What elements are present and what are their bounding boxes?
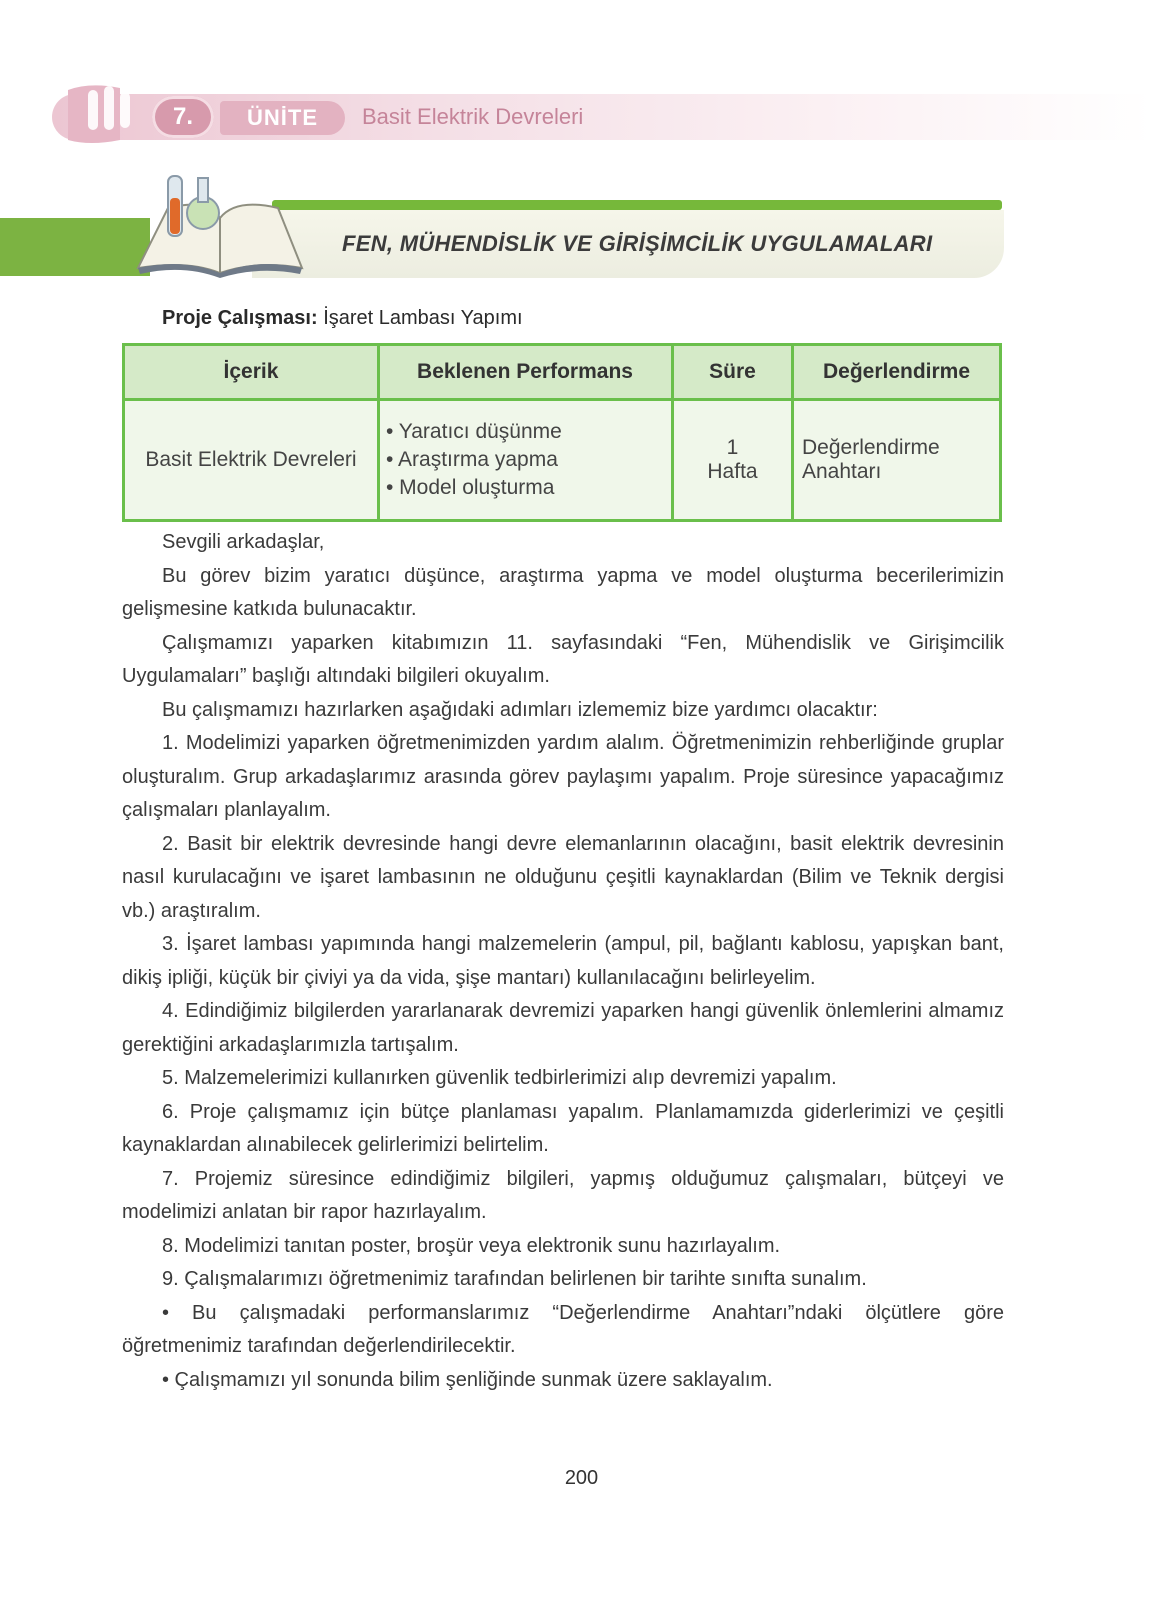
unit-label: ÜNİTE	[220, 101, 345, 135]
paragraph: • Çalışmamızı yıl sonunda bilim şenliğinde sunmak üzere saklayalım.	[162, 1368, 773, 1391]
project-label: Proje Çalışması:	[162, 307, 318, 329]
project-line	[162, 307, 523, 330]
open-book-icon	[128, 168, 308, 278]
header-evaluation: Değerlendirme	[793, 345, 1001, 400]
cell-evaluation	[793, 400, 1001, 521]
section-green-line	[272, 200, 1002, 210]
page-number: 200	[564, 1467, 599, 1489]
paragraph: • Bu çalışmadaki performanslarımız “Değerlendirme Anahtarı”ndaki ölçütlere göre öğretmenimiz tarafından değerlendirilecektir.	[122, 1301, 1004, 1357]
paragraph: 6. Proje çalışmamız için bütçe planlaması yapalım. Planlamamızda giderlerimizi ve çeşitli kaynaklardan alınabilecek gelirlerimizi belirtelim.	[122, 1100, 1004, 1156]
paragraph: Çalışmamızı yaparken kitabımızın 11. sayfasındaki “Fen, Mühendislik ve Girişimcilik Uygulamaları” başlığı altındaki bilgileri okuyalım.	[122, 631, 1004, 687]
body-text	[122, 526, 1004, 1397]
evaluation-line-1: Değerlendirme	[802, 436, 940, 459]
paragraph: 7. Projemiz süresince edindiğimiz bilgileri, yapmış olduğumuz çalışmaları, bütçeyi ve modelimizi anlatan bir rapor hazırlayalım.	[122, 1167, 1004, 1223]
test-tubes-icon	[60, 80, 150, 150]
unit-title: Basit Elektrik Devreleri	[362, 104, 584, 129]
cell-performance	[379, 400, 673, 521]
duration-unit: Hafta	[707, 460, 758, 483]
project-name: İşaret Lambası Yapımı	[323, 307, 523, 329]
project-plan-table	[122, 343, 1002, 522]
paragraph: Bu çalışmamızı hazırlarken aşağıdaki adımları izlememiz bize yardımcı olacaktır:	[162, 698, 878, 721]
paragraph: 2. Basit bir elektrik devresinde hangi devre elemanlarının olacağını, basit elektrik devresinin nasıl kurulacağını ve işaret lambasının ne olduğunu çeşitli kaynaklardan (Bilim ve Teknik dergisi vb.) araştıralım.	[122, 832, 1004, 922]
evaluation-line-2: Anahtarı	[802, 460, 882, 483]
performance-item: • Yaratıcı düşünme	[386, 420, 562, 443]
table-header-row	[124, 345, 1001, 400]
paragraph: Sevgili arkadaşlar,	[162, 531, 325, 553]
paragraph: 1. Modelimizi yaparken öğretmenimizden yardım alalım. Öğretmenimizin rehberliğinde gruplar oluşturalım. Grup arkadaşlarımız arasında görev paylaşımı yapalım. Proje süresince yapacağımız çalışmaları planlayalım.	[122, 732, 1004, 821]
header-duration: Süre	[673, 345, 793, 400]
cell-content: Basit Elektrik Devreleri	[124, 400, 379, 521]
paragraph: Bu görev bizim yaratıcı düşünce, araştırma yapma ve model oluşturma becerilerimizin gelişmesine katkıda bulunacaktır.	[122, 564, 1004, 620]
performance-item: • Model oluşturma	[386, 476, 555, 499]
paragraph: 3. İşaret lambası yapımında hangi malzemelerin (ampul, pil, bağlantı kablosu, yapışkan bant, dikiş ipliği, küçük bir çiviyi ya da vida, şişe mantarı) kullanılacağını belirleyelim.	[122, 933, 1004, 989]
duration-number: 1	[726, 436, 739, 459]
header-performance: Beklenen Performans	[379, 345, 673, 400]
paragraph: 9. Çalışmalarımızı öğretmenimiz tarafından belirlenen bir tarihte sınıfta sunalım.	[162, 1268, 867, 1290]
unit-header-band	[52, 94, 1152, 140]
paragraph: 4. Edindiğimiz bilgilerden yararlanarak devremizi yaparken hangi güvenlik önlemlerini almamız gerektiğini arkadaşlarımızla tartışalım.	[122, 1000, 1004, 1056]
paragraph: 5. Malzemelerimizi kullanırken güvenlik tedbirlerimizi alıp devremizi yapalım.	[162, 1067, 837, 1089]
unit-number: 7.	[152, 96, 214, 138]
cell-duration	[673, 400, 793, 521]
section-title: FEN, MÜHENDİSLİK VE GİRİŞİMCİLİK UYGULAMALARI	[342, 231, 933, 256]
table-row	[124, 400, 1001, 521]
paragraph: 8. Modelimizi tanıtan poster, broşür veya elektronik sunu hazırlayalım.	[162, 1234, 781, 1257]
header-content: İçerik	[124, 345, 379, 400]
performance-item: • Araştırma yapma	[386, 448, 558, 471]
